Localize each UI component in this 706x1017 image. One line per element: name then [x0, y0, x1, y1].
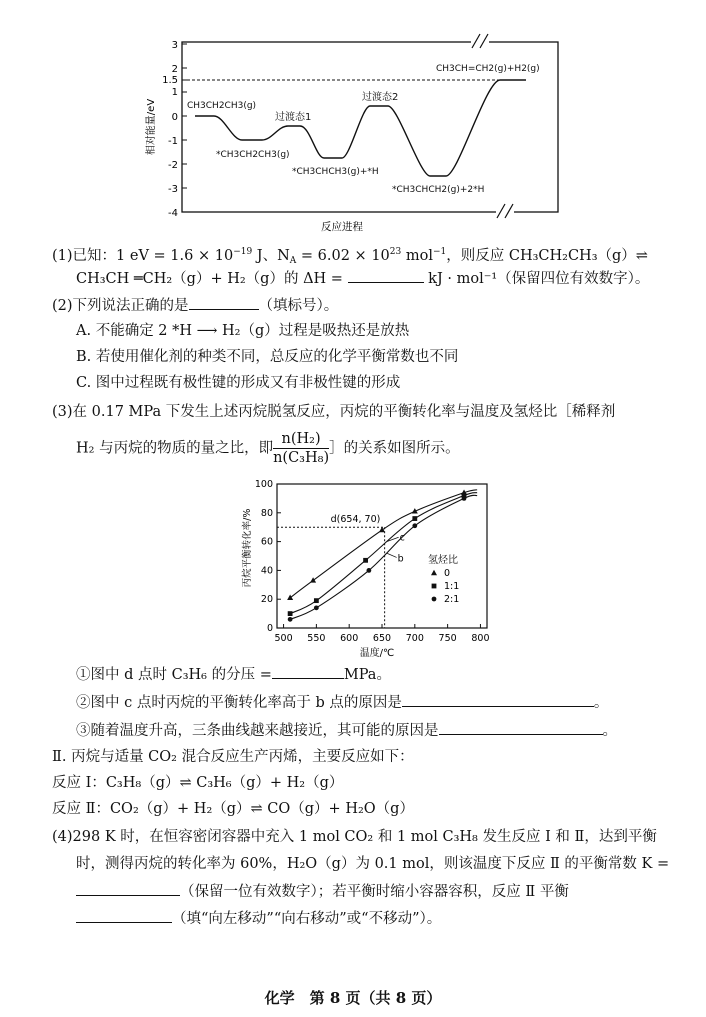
- q1-text-c: = 6.02 × 10: [296, 247, 390, 264]
- q4-line4: [76, 908, 441, 929]
- y-tick-label: 80: [260, 507, 273, 519]
- q2-stem-a: (2)下列说法正确的是: [52, 298, 189, 314]
- part2-heading: Ⅱ. 丙烷与适量 CO₂ 混合反应生产丙烯，主要反应如下：: [52, 749, 414, 765]
- y-tick-label: 40: [260, 565, 273, 577]
- q2-option-b: B. 若使用催化剂的种类不同，总反应的化学平衡常数也不同: [76, 349, 459, 365]
- ytick: -3: [168, 184, 178, 195]
- legend-marker: [431, 570, 437, 575]
- legend-marker: [432, 584, 437, 589]
- annotation-b: b: [397, 553, 404, 565]
- q3-sub3-blank[interactable]: [439, 720, 603, 735]
- x-tick-label: 550: [307, 633, 326, 644]
- ratio-fraction: [273, 430, 329, 467]
- legend-label: 2:1: [444, 594, 460, 605]
- state-label: *CH3CHCH2(g)+2*H: [392, 185, 485, 195]
- data-point: [366, 568, 371, 573]
- y-tick-label: 0: [266, 623, 273, 634]
- q3-sub1-b: MPa。: [343, 667, 391, 683]
- data-point: [288, 611, 293, 616]
- q3-line2-a: H₂ 与丙烷的物质的量之比，即: [76, 440, 274, 457]
- x-tick-label: 600: [340, 633, 359, 644]
- energy-xlabel: 反应进程: [321, 221, 363, 233]
- data-point: [363, 558, 368, 563]
- ytick: 1.5: [162, 75, 178, 86]
- q3-sub1-a: ①图中 d 点时 C₃H₆ 的分压 =: [76, 667, 272, 683]
- q1-line2-a: CH₃CH ═CH₂（g）+ H₂（g）的 ΔH =: [76, 271, 343, 287]
- q1-sub-a: A: [289, 255, 297, 266]
- x-tick-label: 700: [405, 633, 424, 644]
- legend-label: 0: [444, 568, 451, 579]
- q3-sub2: [76, 692, 608, 713]
- ytick: 3: [171, 40, 178, 51]
- data-point: [310, 577, 316, 582]
- data-point: [287, 595, 293, 600]
- ytick: -4: [168, 208, 178, 219]
- q1-line1: [52, 242, 648, 271]
- q1-line2: [76, 268, 649, 289]
- q3-sub1-blank[interactable]: [272, 664, 344, 679]
- energy-yticks: [162, 40, 187, 219]
- q2-stem-b: （填标号）。: [258, 298, 339, 314]
- chart-xlabel: 温度/℃: [359, 648, 395, 659]
- q3-line2: [76, 430, 460, 467]
- q3-line1: (3)在 0.17 MPa 下发生上述丙烷脱氢反应，丙烷的平衡转化率与温度及氢烃比［稀释剂: [52, 404, 616, 420]
- q3-sub2-blank[interactable]: [402, 692, 594, 707]
- annotation-c: c: [399, 532, 405, 544]
- q3-sub3-period: 。: [602, 723, 617, 739]
- q2-option-a: A. 不能确定 2 *H ⟶ H₂（g）过程是吸热还是放热: [76, 323, 410, 339]
- y-tick-label: 20: [260, 594, 273, 606]
- fraction-denominator: n(C₃H₈): [273, 450, 330, 466]
- q4-line1: (4)298 K 时，在恒容密闭容器中充入 1 mol CO₂ 和 1 mol C₃H₈ 发生反应 Ⅰ 和 Ⅱ，达到平衡: [52, 829, 657, 845]
- q1-text-a: 已知：1 eV = 1.6 × 10: [72, 247, 234, 264]
- q3-sub2-text: ②图中 c 点时丙烷的平衡转化率高于 b 点的原因是: [76, 695, 402, 711]
- q2-option-c: C. 图中过程既有极性键的形成又有非极性键的形成: [76, 375, 401, 391]
- axis-break-bottom: [496, 204, 514, 219]
- y-tick-label: 100: [254, 479, 273, 490]
- x-tick-label: 800: [471, 633, 490, 644]
- q4-line3-text: （保留一位有效数字）；若平衡时缩小容器容积，反应 Ⅱ 平衡: [180, 884, 569, 900]
- energy-ylabel: 相对能量/eV: [146, 98, 157, 156]
- q1-exp3: −1: [432, 247, 447, 257]
- q1-num: (1): [52, 247, 73, 264]
- q1-exp1: −19: [233, 247, 253, 257]
- x-tick-label: 500: [274, 633, 293, 644]
- chart-ylabel: 丙烷平衡转化率/%: [242, 508, 253, 588]
- page-footer: 化学 第 8 页（共 8 页）: [264, 989, 442, 1007]
- ytick: -1: [168, 136, 178, 147]
- state-label: CH3CH=CH2(g)+H2(g): [436, 64, 540, 74]
- ytick: 0: [171, 112, 178, 123]
- legend-marker: [432, 597, 437, 602]
- q4-line3: [76, 881, 569, 902]
- legend-title: 氢烃比: [428, 555, 458, 566]
- y-tick-label: 60: [260, 536, 273, 548]
- q4-line2: 时，测得丙烷的转化率为 60%，H₂O（g）为 0.1 mol，则该温度下反应 Ⅱ 的平衡常数 K =: [76, 856, 670, 872]
- data-point: [412, 516, 417, 521]
- x-tick-label: 650: [372, 633, 392, 644]
- state-label: *CH3CHCH3(g)+*H: [292, 167, 379, 177]
- q3-line2-b: ］的关系如图所示。: [329, 440, 460, 457]
- q1-text-d: mol: [401, 247, 433, 264]
- state-label: CH3CH2CH3(g): [187, 101, 257, 111]
- state-label: *CH3CH2CH3(g): [216, 150, 290, 160]
- data-point: [314, 598, 319, 603]
- data-point: [462, 496, 467, 501]
- annotation-d: d(654, 70): [330, 514, 381, 526]
- reaction-2: 反应 Ⅱ：CO₂（g）+ H₂（g）⇌ CO（g）+ H₂O（g）: [52, 801, 414, 817]
- ytick: 1: [171, 87, 178, 98]
- data-point: [412, 523, 417, 528]
- energy-profile: [195, 80, 526, 176]
- q4-line4-text: （填“向左移动”“向右移动”或“不移动”）。: [172, 911, 442, 927]
- energy-diagram: [140, 30, 570, 240]
- q2-answer-blank[interactable]: [189, 295, 259, 310]
- q3-sub1: [76, 664, 391, 685]
- annotation-b-leader: [387, 553, 397, 557]
- q1-text-e: ，则反应 CH₃CH₂CH₃（g）⇌: [446, 247, 648, 264]
- q1-exp2: 23: [389, 247, 402, 257]
- q1-line2-b: kJ · mol⁻¹（保留四位有效数字）。: [428, 271, 650, 287]
- legend-label: 1:1: [444, 581, 460, 592]
- q3-sub2-period: 。: [593, 695, 609, 711]
- q4-k-blank[interactable]: [76, 881, 180, 896]
- reaction-1: 反应 Ⅰ：C₃H₈（g）⇌ C₃H₆（g）+ H₂（g）: [52, 775, 344, 791]
- state-label: 过渡态1: [275, 112, 312, 123]
- x-tick-label: 750: [438, 633, 457, 644]
- q3-sub3: [76, 720, 617, 741]
- q4-shift-blank[interactable]: [76, 908, 172, 923]
- data-point: [288, 617, 293, 622]
- state-label: 过渡态2: [362, 92, 399, 103]
- conversion-chart: [232, 476, 512, 661]
- q1-answer-blank[interactable]: [348, 268, 424, 283]
- q2-stem: [52, 295, 338, 316]
- ytick: -2: [168, 160, 178, 171]
- ytick: 2: [171, 64, 178, 75]
- fraction-numerator: n(H₂): [273, 430, 329, 449]
- axis-break-top: [471, 34, 489, 49]
- q3-sub3-text: ③随着温度升高，三条曲线越来越接近，其可能的原因是: [76, 723, 439, 739]
- data-point: [314, 605, 319, 610]
- q1-text-b: J、N: [252, 247, 290, 264]
